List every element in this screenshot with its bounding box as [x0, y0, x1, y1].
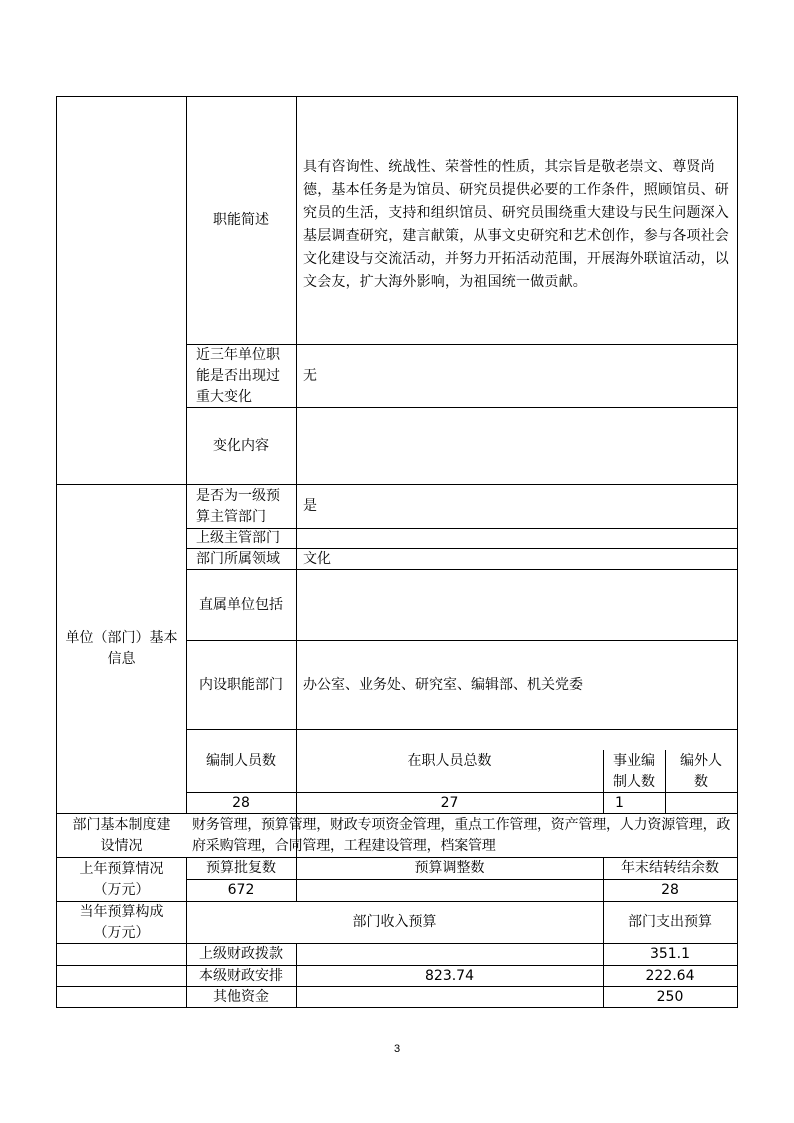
- adjust-header: 预算调整数: [414, 860, 485, 876]
- career-quota-value: 1: [615, 794, 624, 811]
- carryover-value: 28: [661, 882, 679, 898]
- change-content-value: [296, 408, 737, 484]
- change-question-label: 近三年单位职能是否出现过重大变化: [196, 346, 280, 405]
- adjust-value: [296, 880, 603, 901]
- superior-dept-label: 上级主管部门: [196, 530, 280, 546]
- budget-row-income: 823.74: [425, 967, 474, 984]
- change-content-label: 变化内容: [213, 437, 269, 454]
- superior-dept-value: [296, 529, 737, 548]
- internal-depts-label: 内设职能部门: [199, 676, 283, 693]
- income-header: 部门收入预算: [352, 914, 437, 930]
- staff-quota-value: 28: [232, 794, 250, 811]
- func-desc-label: 职能简述: [213, 212, 269, 228]
- staff-quota-header: 编制人员数: [206, 752, 276, 769]
- approved-value: 672: [227, 882, 255, 898]
- carryover-header: 年末结转结余数: [621, 860, 719, 876]
- first-level-value: 是: [303, 498, 317, 514]
- budget-row-label: 本级财政安排: [199, 967, 283, 984]
- change-question-value: 无: [303, 367, 317, 384]
- func-desc-text: 具有咨询性、统战性、荣誉性的性质，其宗旨是敬老崇文、尊贤尚德，基本任务是为馆员、研究员提供必要的工作条件，照顾馆员、研究员的生活，支持和组织馆员、研究员围绕重大建设与民生问题深入基层调查研究，建言献策，从事文史研究和艺术创作，参与各项社会文化建设与交流活动，并努力开拓活动范围，开展海外联谊活动，以文会友，扩大海外影响，为祖国统一做贡献。: [303, 159, 729, 290]
- budget-row-label: 上级财政拨款: [199, 946, 283, 962]
- expense-header: 部门支出预算: [628, 914, 712, 930]
- staff-total-header: 在职人员总数: [407, 752, 492, 769]
- career-quota-header: 事业编制人数: [613, 752, 655, 790]
- direct-units-value: [296, 570, 737, 640]
- field-value: 文化: [303, 550, 331, 567]
- budget-row-expense: 351.1: [649, 946, 691, 962]
- staff-total-value: 27: [440, 794, 459, 811]
- internal-depts-value: 办公室、业务处、研究室、编辑部、机关党委: [303, 676, 583, 693]
- rule: [737, 96, 738, 1008]
- budget-row-income: [296, 987, 603, 1007]
- budget-row-expense: 222.64: [645, 967, 695, 984]
- system-value: 财务管理，预算管理，财政专项资金管理，重点工作管理，资产管理，人力资源管理，政府采购管理，合同管理，工程建设管理，档案管理: [192, 816, 731, 854]
- budget-row-expense: 250: [656, 988, 684, 1005]
- system-label: 部门基本制度建设情况: [72, 816, 171, 854]
- page-number: 3: [393, 1043, 401, 1055]
- rule: [56, 1007, 738, 1008]
- budget-row-label: 其他资金: [213, 988, 269, 1005]
- direct-units-label: 直属单位包括: [199, 596, 283, 613]
- current-year-label: 当年预算构成（万元）: [79, 903, 164, 941]
- last-year-label: 上年预算情况（万元）: [79, 860, 164, 898]
- field-label: 部门所属领域: [196, 550, 280, 567]
- first-level-label: 是否为一级预算主管部门: [196, 487, 280, 525]
- budget-row-income: [296, 944, 603, 965]
- basic-info-label: 单位（部门）基本信息: [65, 630, 178, 667]
- extra-staff-value: [665, 793, 737, 813]
- approved-header: 预算批复数: [206, 860, 276, 876]
- extra-staff-header: 编外人数: [680, 752, 722, 790]
